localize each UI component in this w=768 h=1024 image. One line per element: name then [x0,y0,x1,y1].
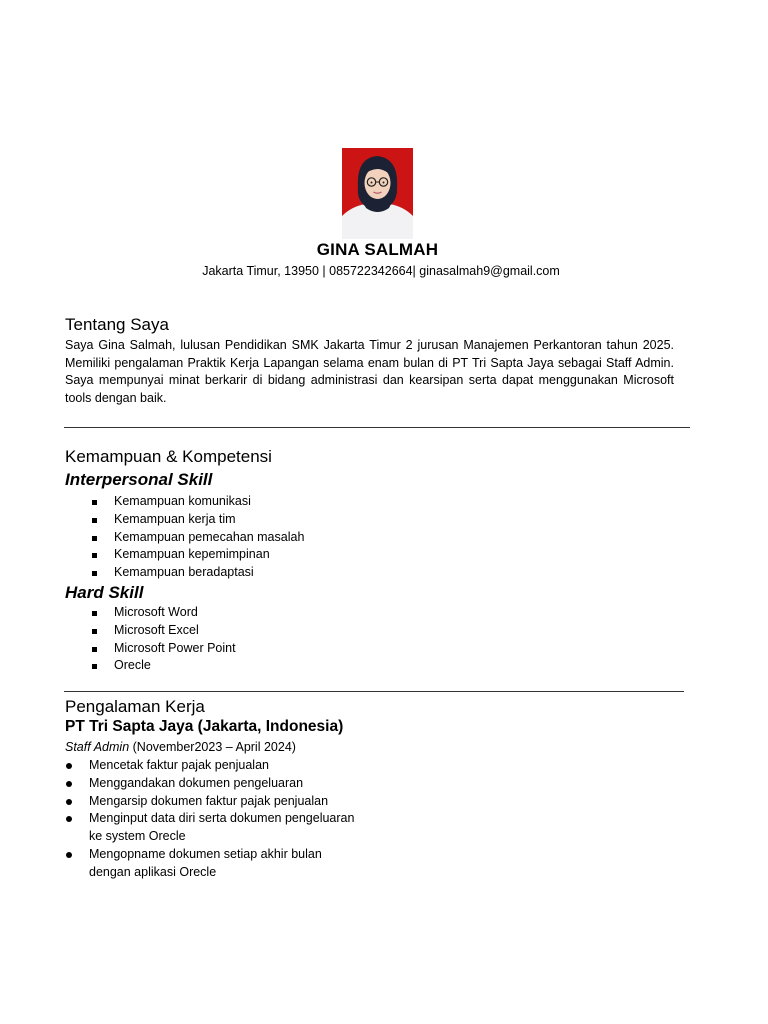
job-role-period [65,740,296,754]
list-item: Microsoft Word [90,604,236,622]
job-role: Staff Admin [65,740,130,754]
about-heading: Tentang Saya [65,315,169,334]
list-item: Orecle [90,657,236,675]
skills-heading: Kemampuan & Kompetensi [65,447,272,466]
interpersonal-skill-heading: Interpersonal Skill [65,470,213,489]
section-divider [64,691,684,692]
person-portrait-icon [342,148,413,239]
list-item: Kemampuan kepemimpinan [90,546,304,564]
experience-heading: Pengalaman Kerja [65,697,205,716]
about-text: Saya Gina Salmah, lulusan Pendidikan SMK Jakarta Timur 2 jurusan Manajemen Perkantoran tahun 2025. Memiliki pengalaman Praktik Kerja Lapangan selama enam bulan di PT Tri Sapta Jaya sebagai Staff Admin. Saya mempunyai minat berkarir di bidang administrasi dan kearsipan serta dapat menggunakan Microsoft tools dengan baik. [65,338,674,405]
experience-task-list [65,757,355,882]
section-divider [64,427,690,428]
list-item: Mengarsip dokumen faktur pajak penjualan [65,793,355,811]
interpersonal-skill-list [90,493,304,582]
list-item: Menggandakan dokumen pengeluaran [65,775,355,793]
profile-photo [342,148,413,239]
list-item: Kemampuan beradaptasi [90,564,304,582]
job-period: (November2023 – April 2024) [132,740,296,754]
list-item: Mencetak faktur pajak penjualan [65,757,355,775]
list-item: Kemampuan komunikasi [90,493,304,511]
contact-info: Jakarta Timur, 13950 | 085722342664| ginasalmah9@gmail.com [202,264,560,278]
list-item: Kemampuan kerja tim [90,511,304,529]
list-item: Kemampuan pemecahan masalah [90,529,304,547]
company-name: PT Tri Sapta Jaya (Jakarta, Indonesia) [65,718,344,735]
list-item: Mengopname dokumen setiap akhir bulan dengan aplikasi Orecle [65,846,355,882]
list-item: Menginput data diri serta dokumen pengeluaran ke system Orecle [65,810,355,846]
candidate-name: GINA SALMAH [316,240,439,259]
list-item: Microsoft Power Point [90,640,236,658]
hard-skill-heading: Hard Skill [65,583,144,602]
list-item: Microsoft Excel [90,622,236,640]
hard-skill-list [90,604,236,675]
